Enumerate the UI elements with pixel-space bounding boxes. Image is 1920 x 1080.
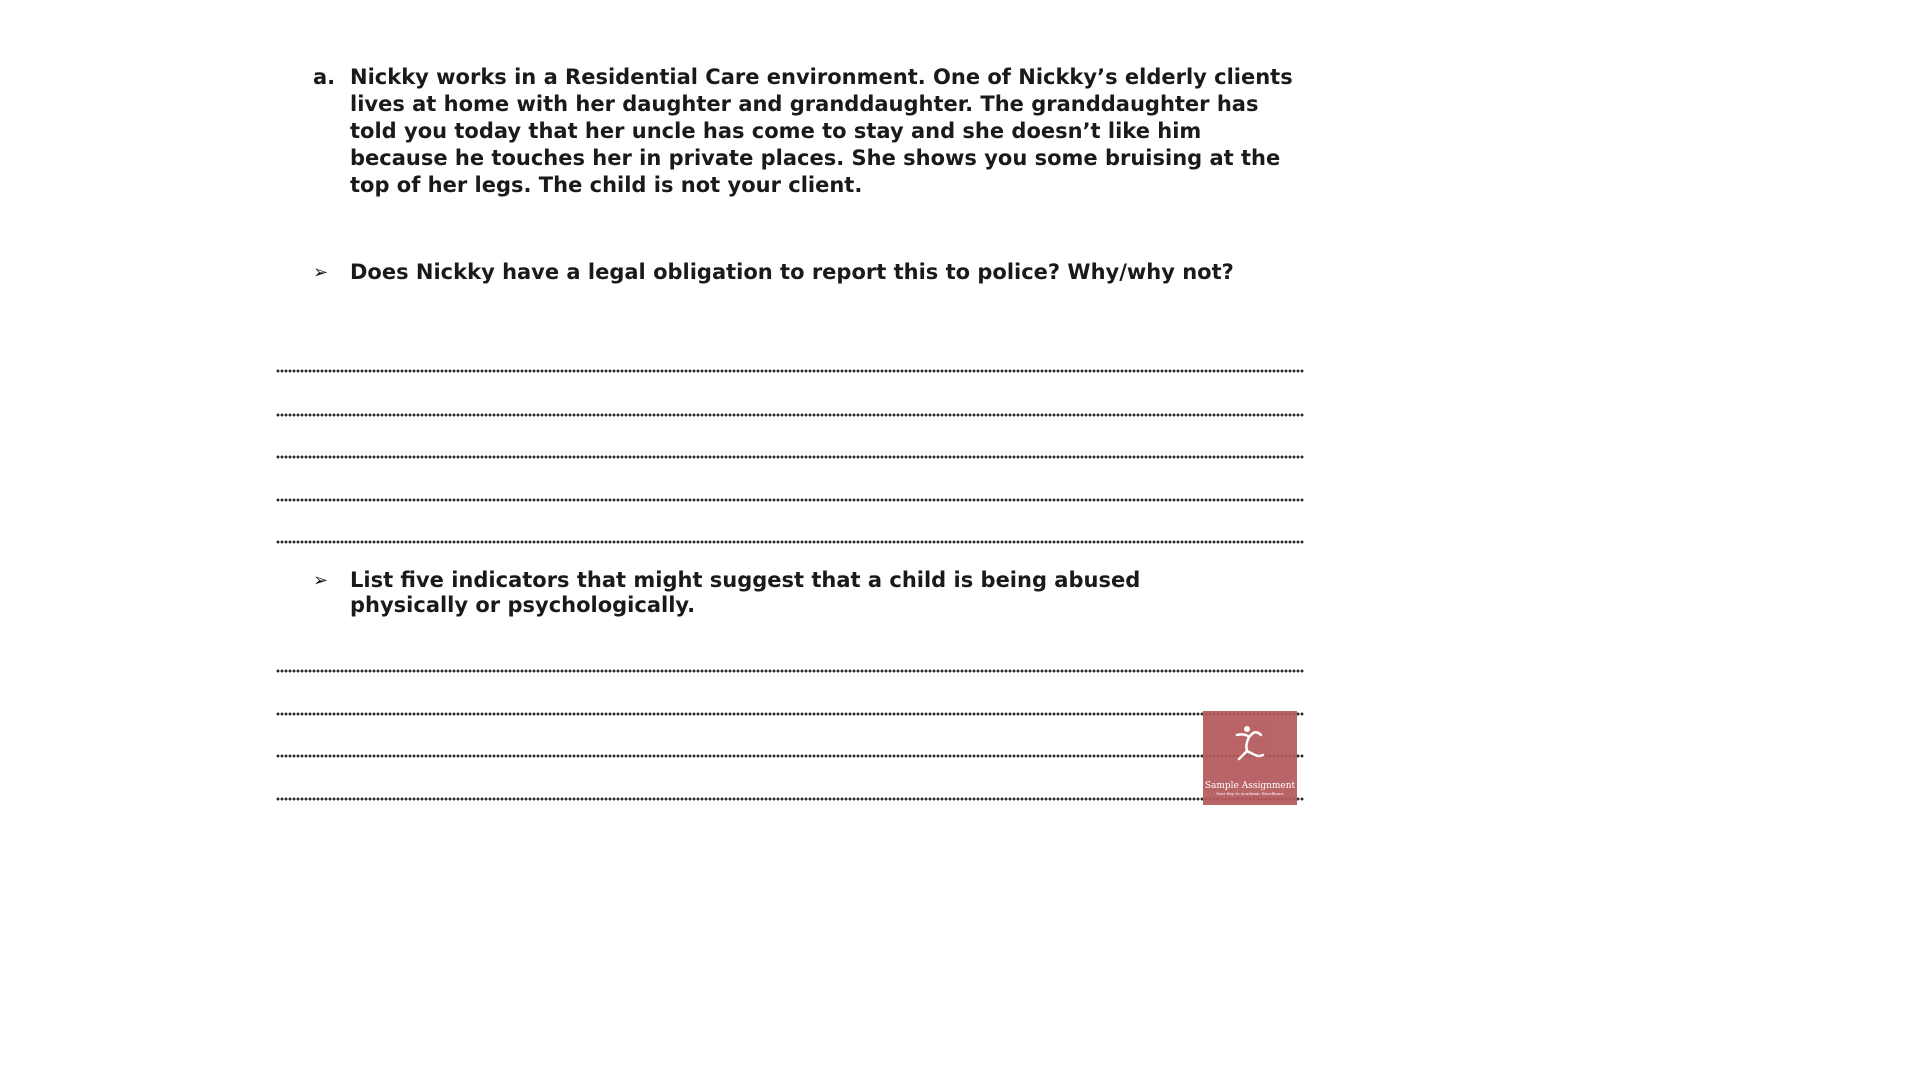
sub-question-1-text: Does Nickky have a legal obligation to report this to police? Why/why not? [350, 260, 1234, 284]
sub-question-2 [313, 568, 1253, 618]
sub-question-2-text: List five indicators that might suggest that a child is being abused physically or psychologically. [350, 568, 1141, 617]
question-a [313, 64, 1293, 199]
sample-assignment-watermark [1203, 711, 1297, 805]
sub-question-1 [313, 260, 1273, 285]
arrow-bullet-icon: ➢ [313, 262, 329, 283]
answer-line-q1-2[interactable] [276, 413, 1304, 417]
question-a-text: Nickky works in a Residential Care environment. One of Nickky’s elderly clients lives at home with her daughter and granddaughter. The granddaughter has told you today that her uncle has come to stay and she doesn’t like him because he touches her in private places. She shows you some bruising at the top of her legs. The child is not your client. [350, 65, 1293, 197]
answer-line-q1-1[interactable] [276, 369, 1304, 373]
arrow-bullet-icon: ➢ [313, 570, 329, 591]
answer-line-q2-3[interactable] [276, 754, 1304, 758]
answer-line-q2-2[interactable] [276, 712, 1304, 716]
watermark-tagline: Your Key to Academic Excellence [1216, 791, 1284, 796]
runner-logo-icon [1227, 723, 1271, 767]
question-a-marker: a. [313, 65, 336, 89]
answer-line-q2-4[interactable] [276, 797, 1304, 801]
watermark-brand: Sample Assignment [1204, 781, 1296, 791]
answer-line-q2-1[interactable] [276, 669, 1304, 673]
answer-line-q1-3[interactable] [276, 455, 1304, 459]
answer-line-q1-4[interactable] [276, 498, 1304, 502]
answer-line-q1-5[interactable] [276, 540, 1304, 544]
